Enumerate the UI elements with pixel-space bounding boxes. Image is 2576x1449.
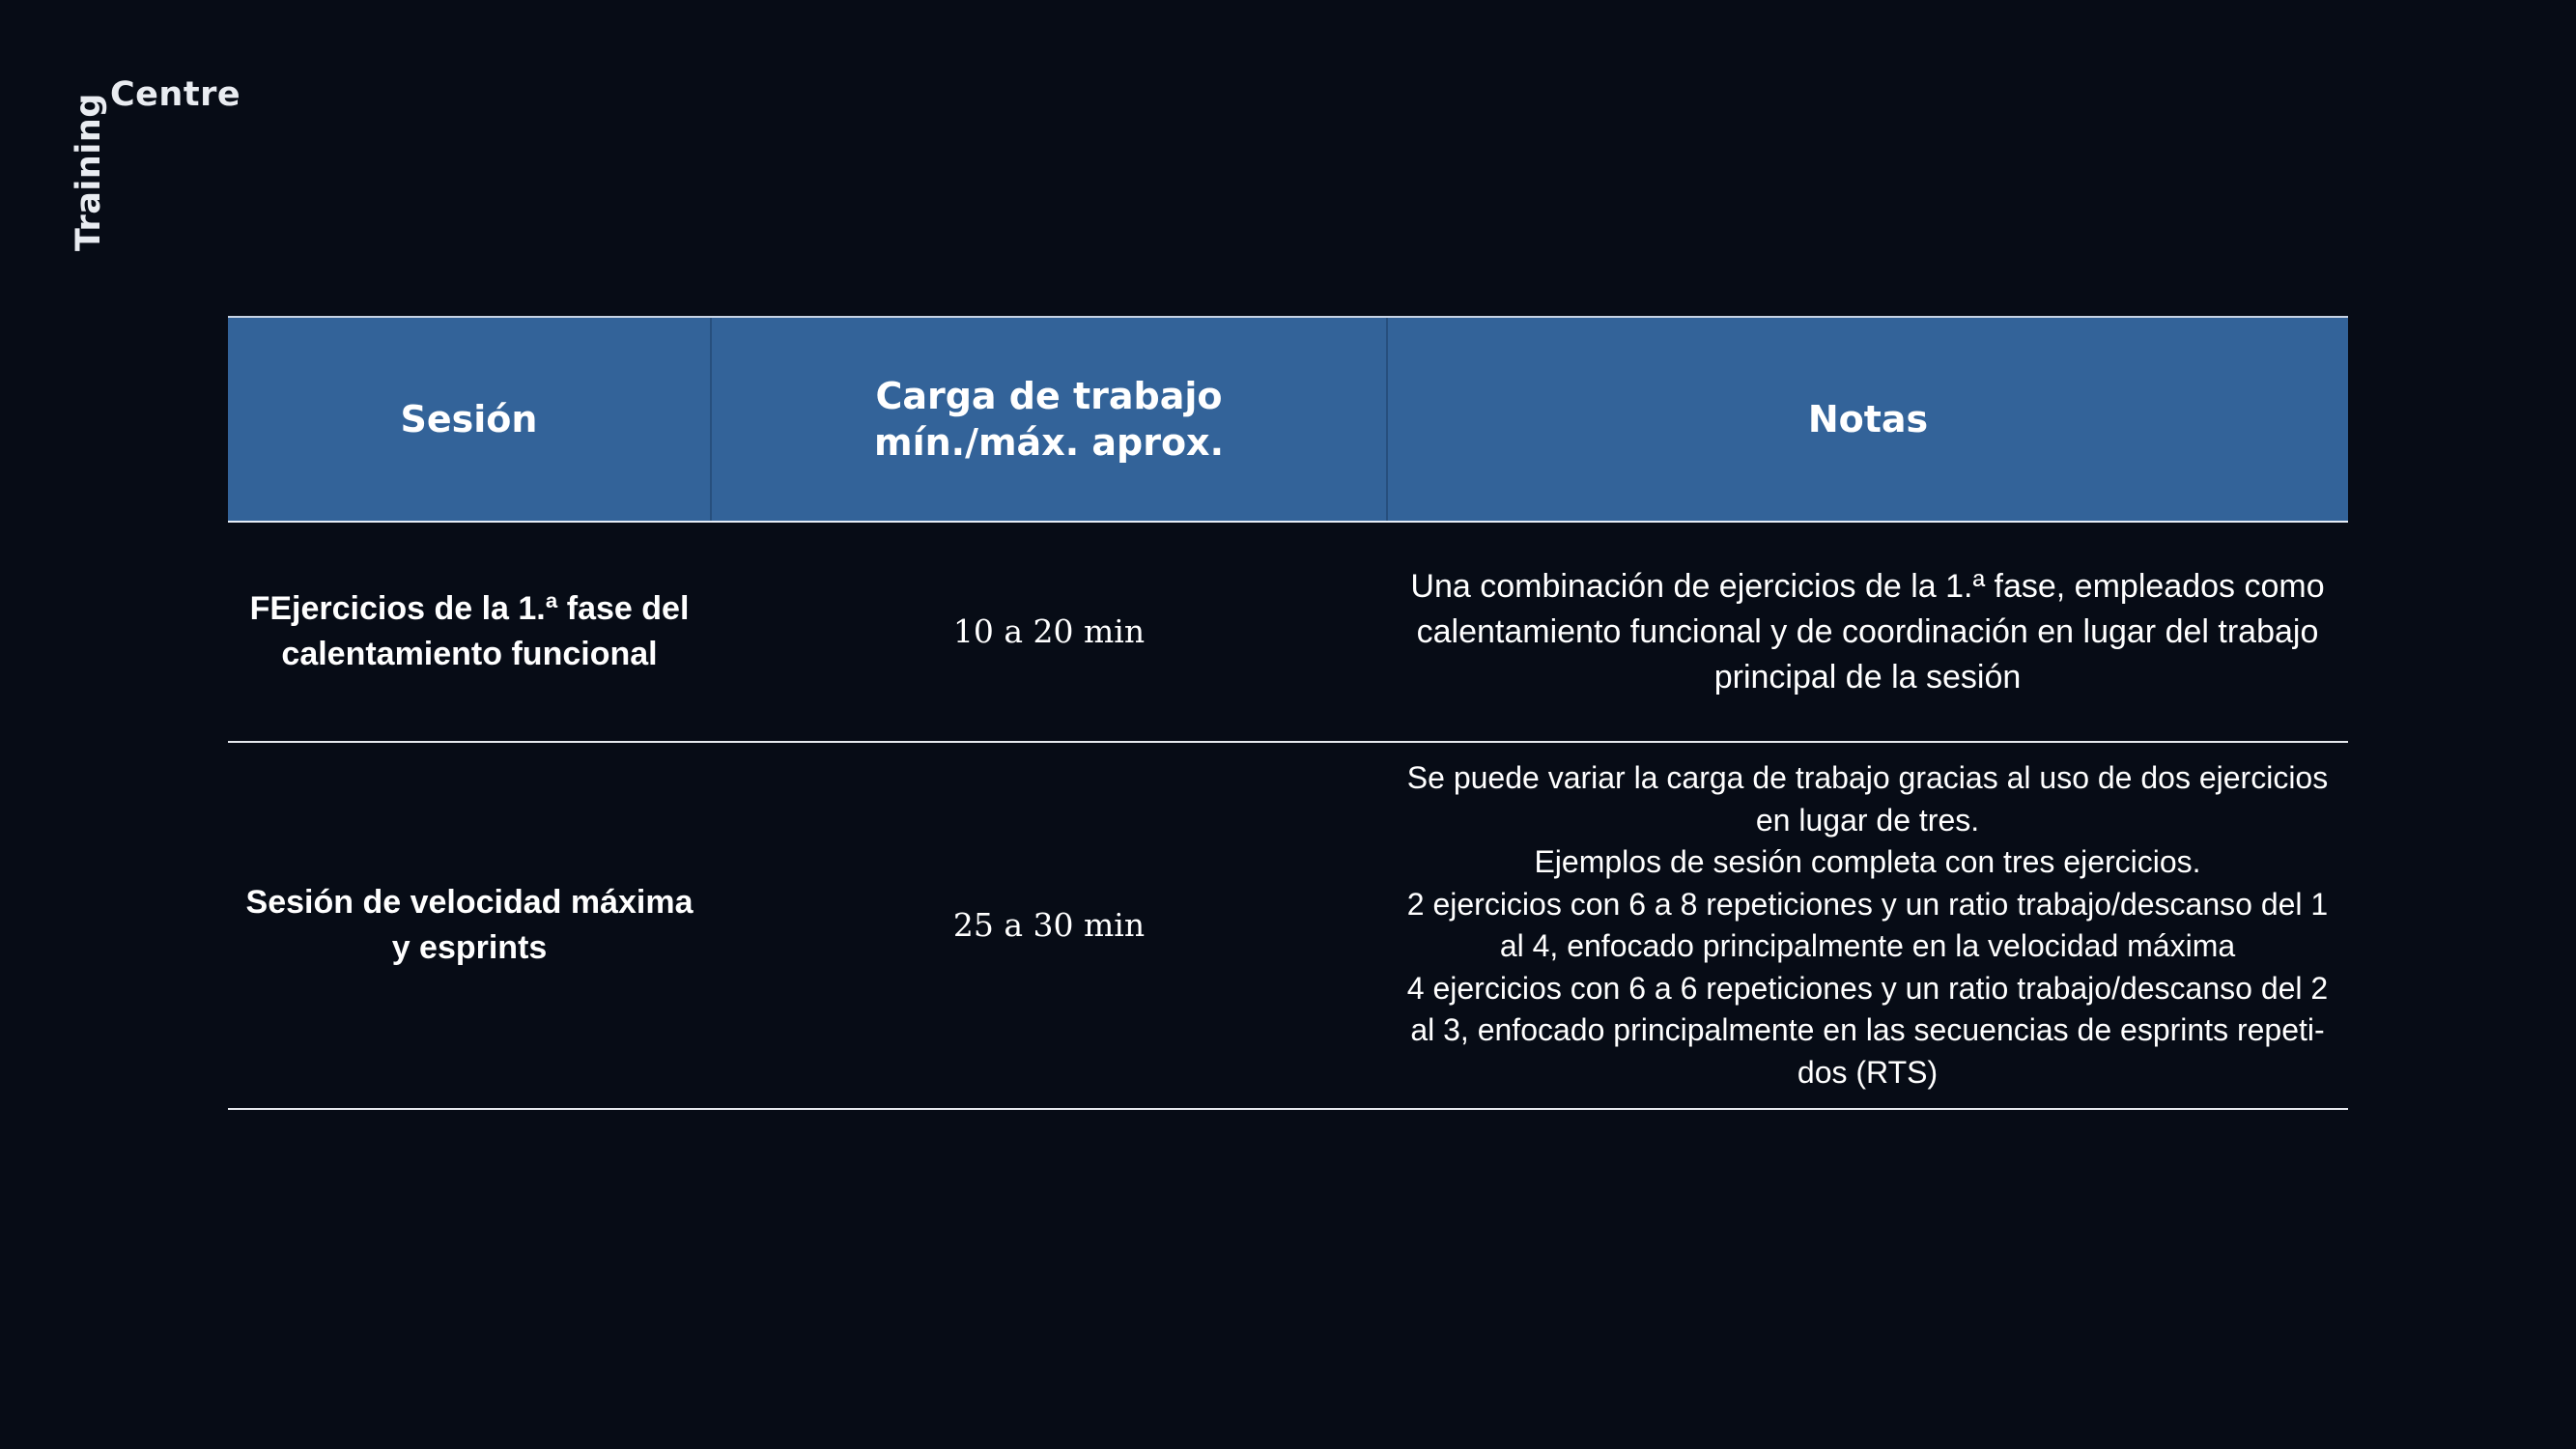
notes-line: Se puede variar la carga de trabajo gracias al uso de dos ejercicios bbox=[1406, 760, 2329, 795]
notes-cell bbox=[1387, 522, 2348, 742]
session-name-line: y esprints bbox=[391, 929, 548, 966]
session-cell bbox=[228, 742, 711, 1109]
notes-line: Una combinación de ejercicios de la 1.ª fase, empleados como bbox=[1410, 567, 2325, 605]
workload-cell bbox=[711, 742, 1387, 1109]
header-carga-line1: Carga de trabajo bbox=[875, 375, 1223, 417]
session-cell bbox=[228, 522, 711, 742]
session-table-container bbox=[228, 316, 2348, 1110]
session-name-line: Sesión de velocidad máxima bbox=[245, 884, 694, 921]
table-row bbox=[228, 742, 2348, 1109]
notes-cell bbox=[1387, 742, 2348, 1109]
table-header bbox=[228, 317, 2348, 522]
header-sesion-label: Sesión bbox=[400, 398, 538, 440]
logo-word-centre: Centre bbox=[110, 75, 241, 114]
table-header-row bbox=[228, 317, 2348, 522]
header-carga-line2: mín./máx. aprox. bbox=[873, 421, 1225, 464]
logo-word-training: Training bbox=[70, 93, 108, 251]
header-notas bbox=[1387, 317, 2348, 522]
notes-line: al 4, enfocado principalmente en la velocidad máxima bbox=[1499, 928, 2236, 963]
notes-line: al 3, enfocado principalmente en las secuencias de esprints repeti- bbox=[1410, 1012, 2325, 1047]
notes-line: calentamiento funcional y de coordinación en lugar del trabajo bbox=[1416, 612, 2319, 650]
workload-value: 25 a 30 min bbox=[952, 906, 1146, 944]
notes-line: Ejemplos de sesión completa con tres ejercicios. bbox=[1534, 844, 2201, 879]
table-body bbox=[228, 522, 2348, 1109]
notes-line: en lugar de tres. bbox=[1755, 802, 1980, 838]
workload-value: 10 a 20 min bbox=[952, 612, 1146, 650]
notes-line: principal de la sesión bbox=[1713, 658, 2022, 696]
header-notas-label: Notas bbox=[1807, 398, 1929, 440]
session-name-line: calentamiento funcional bbox=[281, 636, 658, 672]
workload-cell bbox=[711, 522, 1387, 742]
session-table bbox=[228, 316, 2348, 1110]
training-centre-logo bbox=[70, 73, 263, 267]
notes-line: dos (RTS) bbox=[1797, 1054, 1939, 1090]
notes-line: 2 ejercicios con 6 a 8 repeticiones y un ratio trabajo/descanso del 1 bbox=[1406, 886, 2329, 922]
header-carga bbox=[711, 317, 1387, 522]
header-sesion bbox=[228, 317, 711, 522]
session-name-line: FEjercicios de la 1.ª fase del bbox=[249, 590, 690, 627]
table-row bbox=[228, 522, 2348, 742]
notes-line: 4 ejercicios con 6 a 6 repeticiones y un ratio trabajo/descanso del 2 bbox=[1406, 970, 2329, 1006]
